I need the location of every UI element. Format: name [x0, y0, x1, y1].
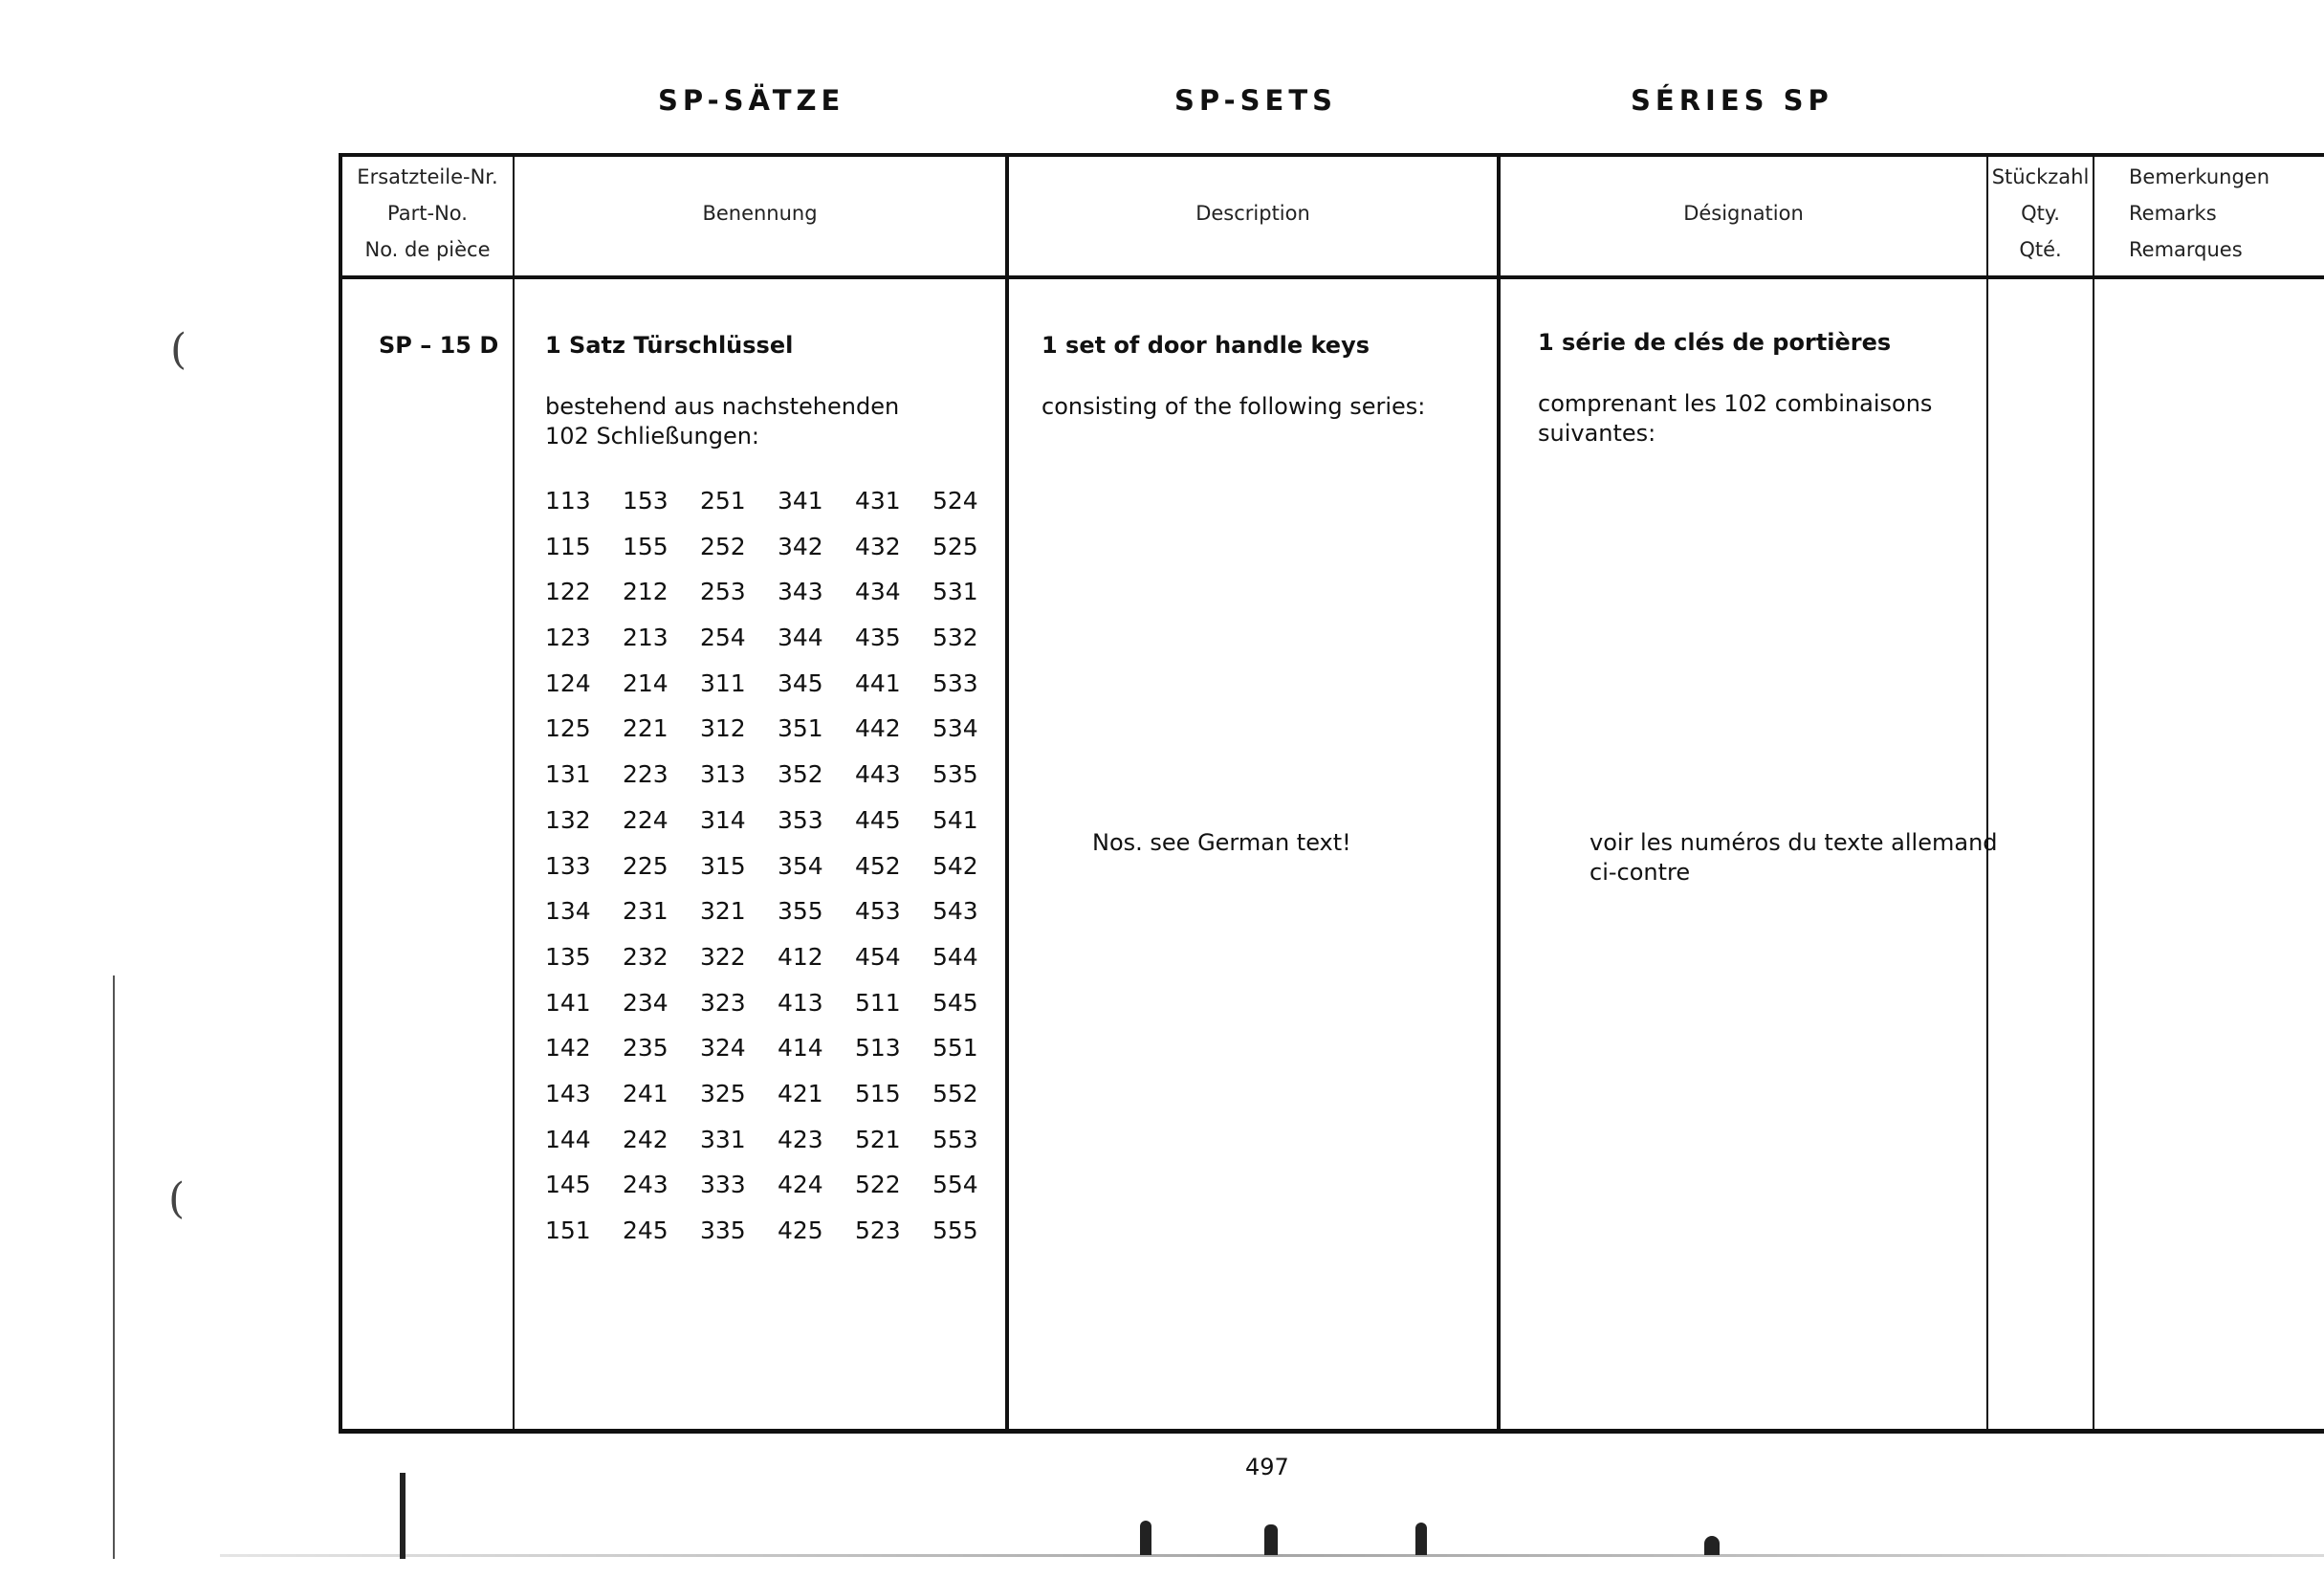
page-number: 497 — [1245, 1454, 1289, 1480]
parts-table — [339, 153, 2324, 1435]
combination-number: 353 — [778, 805, 823, 834]
header-qty-en: Qty. — [2021, 202, 2060, 225]
combination-number: 252 — [700, 532, 746, 560]
combination-number: 454 — [855, 942, 901, 971]
combination-number: 435 — [855, 624, 901, 652]
ink-blot — [400, 1473, 406, 1559]
page-title-english: SP-SETS — [1174, 84, 1338, 117]
combination-number: 324 — [700, 1034, 746, 1063]
combination-number: 224 — [623, 805, 669, 834]
combination-number: 522 — [855, 1171, 901, 1199]
ink-blot — [1704, 1536, 1720, 1555]
combination-number: 343 — [778, 578, 823, 606]
combination-number: 342 — [778, 532, 823, 560]
benennung-text-line2: 102 Schließungen: — [545, 423, 760, 449]
combination-number: 142 — [545, 1034, 591, 1063]
combination-number: 531 — [932, 578, 978, 606]
combination-number: 441 — [855, 668, 901, 697]
combination-number: 331 — [700, 1125, 746, 1153]
ink-blot — [1264, 1524, 1278, 1555]
combination-number: 341 — [778, 487, 823, 515]
combination-number: 544 — [932, 942, 978, 971]
binding-margin-line — [113, 975, 115, 1559]
column-rule-left — [339, 153, 342, 1433]
header-designation-label: Désignation — [1683, 202, 1804, 225]
combination-number: 553 — [932, 1125, 978, 1153]
header-remarks-en: Remarks — [2129, 202, 2217, 225]
header-bottom-rule — [339, 275, 2324, 279]
designation-text-line1: comprenant les 102 combinaisons — [1538, 390, 1933, 417]
combination-number: 351 — [778, 714, 823, 743]
combination-number: 314 — [700, 805, 746, 834]
combination-number: 333 — [700, 1171, 746, 1199]
designation-note-line2: ci-contre — [1590, 859, 1691, 886]
combination-number: 311 — [700, 668, 746, 697]
combination-number: 115 — [545, 532, 591, 560]
combination-number: 143 — [545, 1079, 591, 1107]
combination-number-grid — [545, 478, 1010, 1254]
combination-number: 213 — [623, 624, 669, 652]
combination-number: 313 — [700, 760, 746, 789]
column-rule-designation — [1986, 153, 1988, 1433]
combination-number: 312 — [700, 714, 746, 743]
combination-number: 232 — [623, 942, 669, 971]
header-part-no-en: Part-No. — [387, 202, 468, 225]
combination-number: 145 — [545, 1171, 591, 1199]
combination-number: 235 — [623, 1034, 669, 1063]
combination-number: 515 — [855, 1079, 901, 1107]
combination-number: 431 — [855, 487, 901, 515]
combination-number: 545 — [932, 988, 978, 1017]
combination-number: 554 — [932, 1171, 978, 1199]
combination-number: 443 — [855, 760, 901, 789]
ink-blot — [1140, 1521, 1151, 1555]
column-rule-part-no — [513, 153, 515, 1433]
combination-number: 122 — [545, 578, 591, 606]
combination-number: 535 — [932, 760, 978, 789]
combination-number: 315 — [700, 851, 746, 880]
combination-number: 325 — [700, 1079, 746, 1107]
header-benennung-label: Benennung — [702, 202, 818, 225]
header-part-no-de: Ersatzteile-Nr. — [357, 165, 498, 188]
combination-number: 223 — [623, 760, 669, 789]
description-text: consisting of the following series: — [1041, 393, 1426, 420]
combination-number: 355 — [778, 897, 823, 926]
column-rule-qty — [2093, 153, 2094, 1433]
punch-hole-mark-upper: ( — [170, 325, 187, 374]
combination-number: 442 — [855, 714, 901, 743]
benennung-text-line1: bestehend aus nachstehenden — [545, 393, 900, 420]
header-part-no — [342, 161, 513, 266]
combination-number: 421 — [778, 1079, 823, 1107]
combination-number: 532 — [932, 624, 978, 652]
combination-number: 241 — [623, 1079, 669, 1107]
combination-number: 141 — [545, 988, 591, 1017]
designation-note-line1: voir les numéros du texte allemand — [1590, 829, 1998, 856]
part-number: SP – 15 D — [379, 332, 499, 359]
punch-hole-mark-lower: ( — [168, 1174, 186, 1223]
combination-number: 432 — [855, 532, 901, 560]
combination-number: 212 — [623, 578, 669, 606]
combination-number: 543 — [932, 897, 978, 926]
combination-number: 524 — [932, 487, 978, 515]
combination-number: 251 — [700, 487, 746, 515]
ink-blot — [1415, 1523, 1427, 1555]
combination-number: 124 — [545, 668, 591, 697]
combination-number: 452 — [855, 851, 901, 880]
column-rule-description — [1497, 153, 1501, 1433]
combination-number: 425 — [778, 1216, 823, 1244]
combination-number: 345 — [778, 668, 823, 697]
combination-number: 243 — [623, 1171, 669, 1199]
combination-number: 254 — [700, 624, 746, 652]
header-remarks-fr: Remarques — [2129, 238, 2243, 261]
combination-number: 153 — [623, 487, 669, 515]
combination-number: 322 — [700, 942, 746, 971]
combination-number: 134 — [545, 897, 591, 926]
table-bottom-rule — [339, 1429, 2324, 1434]
combination-number: 151 — [545, 1216, 591, 1244]
combination-number: 253 — [700, 578, 746, 606]
combination-number: 231 — [623, 897, 669, 926]
combination-number: 144 — [545, 1125, 591, 1153]
combination-number: 453 — [855, 897, 901, 926]
combination-number: 533 — [932, 668, 978, 697]
combination-number: 424 — [778, 1171, 823, 1199]
header-remarks — [2129, 161, 2320, 266]
combination-number: 133 — [545, 851, 591, 880]
combination-number: 323 — [700, 988, 746, 1017]
header-description-label: Description — [1195, 202, 1310, 225]
header-benennung — [515, 161, 1005, 266]
combination-number: 523 — [855, 1216, 901, 1244]
header-qty — [1988, 161, 2093, 266]
combination-number: 321 — [700, 897, 746, 926]
header-designation — [1501, 161, 1986, 266]
header-part-no-fr: No. de pièce — [364, 238, 491, 261]
combination-number: 354 — [778, 851, 823, 880]
combination-number: 513 — [855, 1034, 901, 1063]
designation-text-line2: suivantes: — [1538, 420, 1656, 447]
combination-number: 214 — [623, 668, 669, 697]
combination-number: 541 — [932, 805, 978, 834]
combination-number: 132 — [545, 805, 591, 834]
designation-title: 1 série de clés de portières — [1538, 329, 1892, 356]
combination-number: 552 — [932, 1079, 978, 1107]
page-title-french: SÉRIES SP — [1631, 84, 1833, 117]
combination-number: 413 — [778, 988, 823, 1017]
table-top-rule — [339, 153, 2324, 157]
combination-number: 221 — [623, 714, 669, 743]
combination-number: 525 — [932, 532, 978, 560]
header-description — [1009, 161, 1497, 266]
header-qty-de: Stückzahl — [1991, 165, 2090, 188]
combination-number: 123 — [545, 624, 591, 652]
combination-number: 245 — [623, 1216, 669, 1244]
combination-number: 542 — [932, 851, 978, 880]
page-title-german: SP-SÄTZE — [658, 84, 845, 117]
combination-number: 242 — [623, 1125, 669, 1153]
combination-number: 125 — [545, 714, 591, 743]
combination-number: 412 — [778, 942, 823, 971]
combination-number: 521 — [855, 1125, 901, 1153]
combination-number: 414 — [778, 1034, 823, 1063]
combination-number: 344 — [778, 624, 823, 652]
header-remarks-de: Bemerkungen — [2129, 165, 2270, 188]
combination-number: 155 — [623, 532, 669, 560]
combination-number: 135 — [545, 942, 591, 971]
combination-number: 445 — [855, 805, 901, 834]
combination-number: 234 — [623, 988, 669, 1017]
combination-number: 225 — [623, 851, 669, 880]
combination-number: 352 — [778, 760, 823, 789]
benennung-title: 1 Satz Türschlüssel — [545, 332, 794, 359]
header-qty-fr: Qté. — [2019, 238, 2062, 261]
description-note: Nos. see German text! — [1092, 829, 1351, 856]
combination-number: 423 — [778, 1125, 823, 1153]
combination-number: 511 — [855, 988, 901, 1017]
combination-number: 534 — [932, 714, 978, 743]
combination-number: 131 — [545, 760, 591, 789]
combination-number: 551 — [932, 1034, 978, 1063]
description-title: 1 set of door handle keys — [1041, 332, 1370, 359]
combination-number: 434 — [855, 578, 901, 606]
combination-number: 555 — [932, 1216, 978, 1244]
combination-number: 113 — [545, 487, 591, 515]
combination-number: 335 — [700, 1216, 746, 1244]
